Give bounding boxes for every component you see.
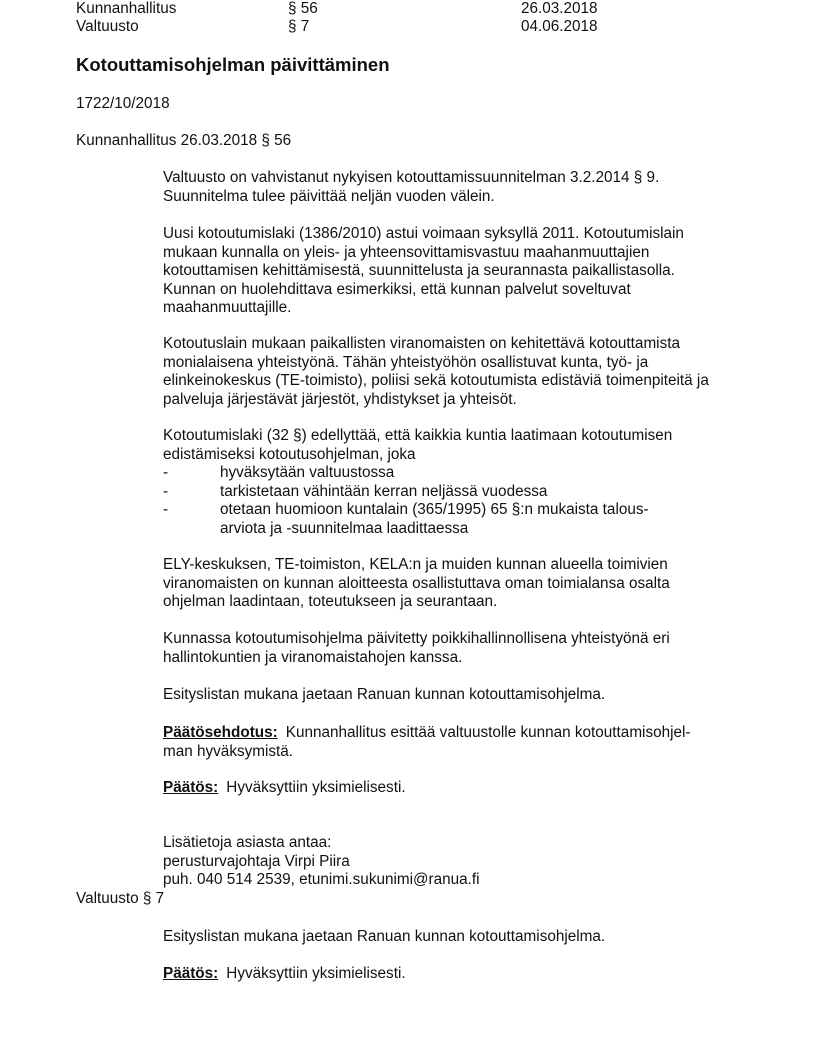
contact-phone-email: puh. 040 514 2539, etunimi.sukunimi@ranua.fi	[163, 871, 480, 889]
decision-text: Hyväksyttiin yksimielisesti.	[226, 965, 406, 982]
header-date: 04.06.2018	[521, 18, 598, 35]
text-line: ELY-keskuksen, TE-toimiston, KELA:n ja muiden kunnan alueella toimivien	[163, 556, 668, 573]
contact-info	[163, 834, 763, 890]
proposal-text: man hyväksymistä.	[163, 742, 294, 760]
text-line: monialaisena yhteistyönä. Tähän yhteistyöhön osallistuvat kunta, työ- ja	[163, 353, 649, 371]
document-title: Kotouttamisohjelman päivittäminen	[76, 54, 390, 75]
text-line: Suunnitelma tulee päivittää neljän vuoden välein.	[163, 187, 495, 205]
header-section: § 7	[288, 18, 310, 35]
text-line: Valtuusto on vahvistanut nykyisen kotouttamissuunnitelman 3.2.2014 § 9.	[163, 169, 660, 186]
text-line: maahanmuuttajille.	[163, 299, 292, 317]
text-line: Kotoutuslain mukaan paikallisten viranomaisten on kehitettävä kotouttamista	[163, 335, 680, 352]
paragraph-6	[163, 630, 763, 667]
text-line: Esityslistan mukana jaetaan Ranuan kunnan kotouttamisohjelma.	[163, 686, 606, 703]
list-item	[163, 501, 763, 520]
contact-line: Lisätietoja asiasta antaa:	[163, 834, 332, 851]
paragraph-1	[163, 169, 763, 206]
header-date: 26.03.2018	[521, 0, 598, 17]
text-line: ohjelman laadintaan, toteutukseen ja seurantaan.	[163, 593, 498, 611]
dash-bullet: -	[163, 482, 169, 500]
text-line: hallintokuntien ja viranomaistahojen kanssa.	[163, 648, 463, 666]
text-line: palveluja järjestävät järjestöt, yhdistykset ja yhteisöt.	[163, 390, 517, 408]
list-item-text: arviota ja -suunnitelmaa laadittaessa	[220, 519, 469, 537]
decision-text: Hyväksyttiin yksimielisesti.	[226, 779, 406, 796]
paragraph-5	[163, 556, 763, 612]
list-item	[163, 464, 763, 483]
header-section: § 56	[288, 0, 318, 17]
text-line: kotouttamisen kehittämisestä, suunnittelusta ja seurannasta paikallistasolla.	[163, 262, 675, 280]
proposal-text: Kunnanhallitus esittää valtuustolle kunnan kotouttamisohjel-	[285, 724, 691, 741]
header-row-valtuusto	[76, 18, 776, 36]
list-item-continuation	[163, 520, 763, 539]
proposal-label: Päätösehdotus:	[163, 724, 278, 741]
decision-2	[163, 965, 763, 984]
meeting2-heading: Valtuusto § 7	[76, 890, 165, 907]
paragraph-2	[163, 225, 763, 318]
text-line: Uusi kotoutumislaki (1386/2010) astui voimaan syksyllä 2011. Kotoutumislain	[163, 225, 684, 242]
header-body: Kunnanhallitus	[76, 0, 177, 17]
list-item-text: tarkistetaan vähintään kerran neljässä vuodessa	[220, 482, 548, 500]
text-line: mukaan kunnalla on yleis- ja yhteensovittamisvastuu maahanmuuttajien	[163, 243, 650, 261]
text-line: Esityslistan mukana jaetaan Ranuan kunnan kotouttamisohjelma.	[163, 928, 606, 945]
decision-1	[163, 779, 763, 798]
paragraph-3	[163, 335, 763, 409]
list-item	[163, 483, 763, 502]
dash-bullet: -	[163, 501, 169, 519]
list-item-text: otetaan huomioon kuntalain (365/1995) 65 §:n mukaista talous-	[220, 501, 649, 519]
text-line: Kotoutumislaki (32 §) edellyttää, että kaikkia kuntia laatimaan kotoutumisen	[163, 427, 673, 444]
decision-label: Päätös:	[163, 965, 219, 982]
dash-bullet: -	[163, 464, 169, 482]
decision-label: Päätös:	[163, 779, 219, 796]
text-line: Kunnan on huolehdittava esimerkiksi, että kunnan palvelut soveltuvat	[163, 280, 631, 298]
text-line: Kunnassa kotoutumisohjelma päivitetty poikkihallinnollisena yhteistyönä eri	[163, 630, 670, 647]
meeting1-heading: Kunnanhallitus 26.03.2018 § 56	[76, 132, 292, 149]
paragraph-7	[163, 686, 763, 705]
decision-proposal	[163, 724, 763, 761]
text-line: edistämiseksi kotoutusohjelman, joka	[163, 445, 416, 463]
contact-person: perusturvajohtaja Virpi Piira	[163, 852, 350, 870]
list-item-text: hyväksytään valtuustossa	[220, 464, 395, 482]
text-line: viranomaisten on kunnan aloitteesta osallistuttava oman toimialansa osalta	[163, 574, 670, 592]
meeting2-paragraph	[163, 928, 763, 947]
header-row-kunnanhallitus	[76, 0, 776, 18]
text-line: elinkeinokeskus (TE-toimisto), poliisi sekä kotoutumista edistäviä toimenpiteitä ja	[163, 372, 709, 390]
header-body: Valtuusto	[76, 18, 139, 35]
case-number: 1722/10/2018	[76, 95, 170, 112]
paragraph-4	[163, 427, 763, 539]
